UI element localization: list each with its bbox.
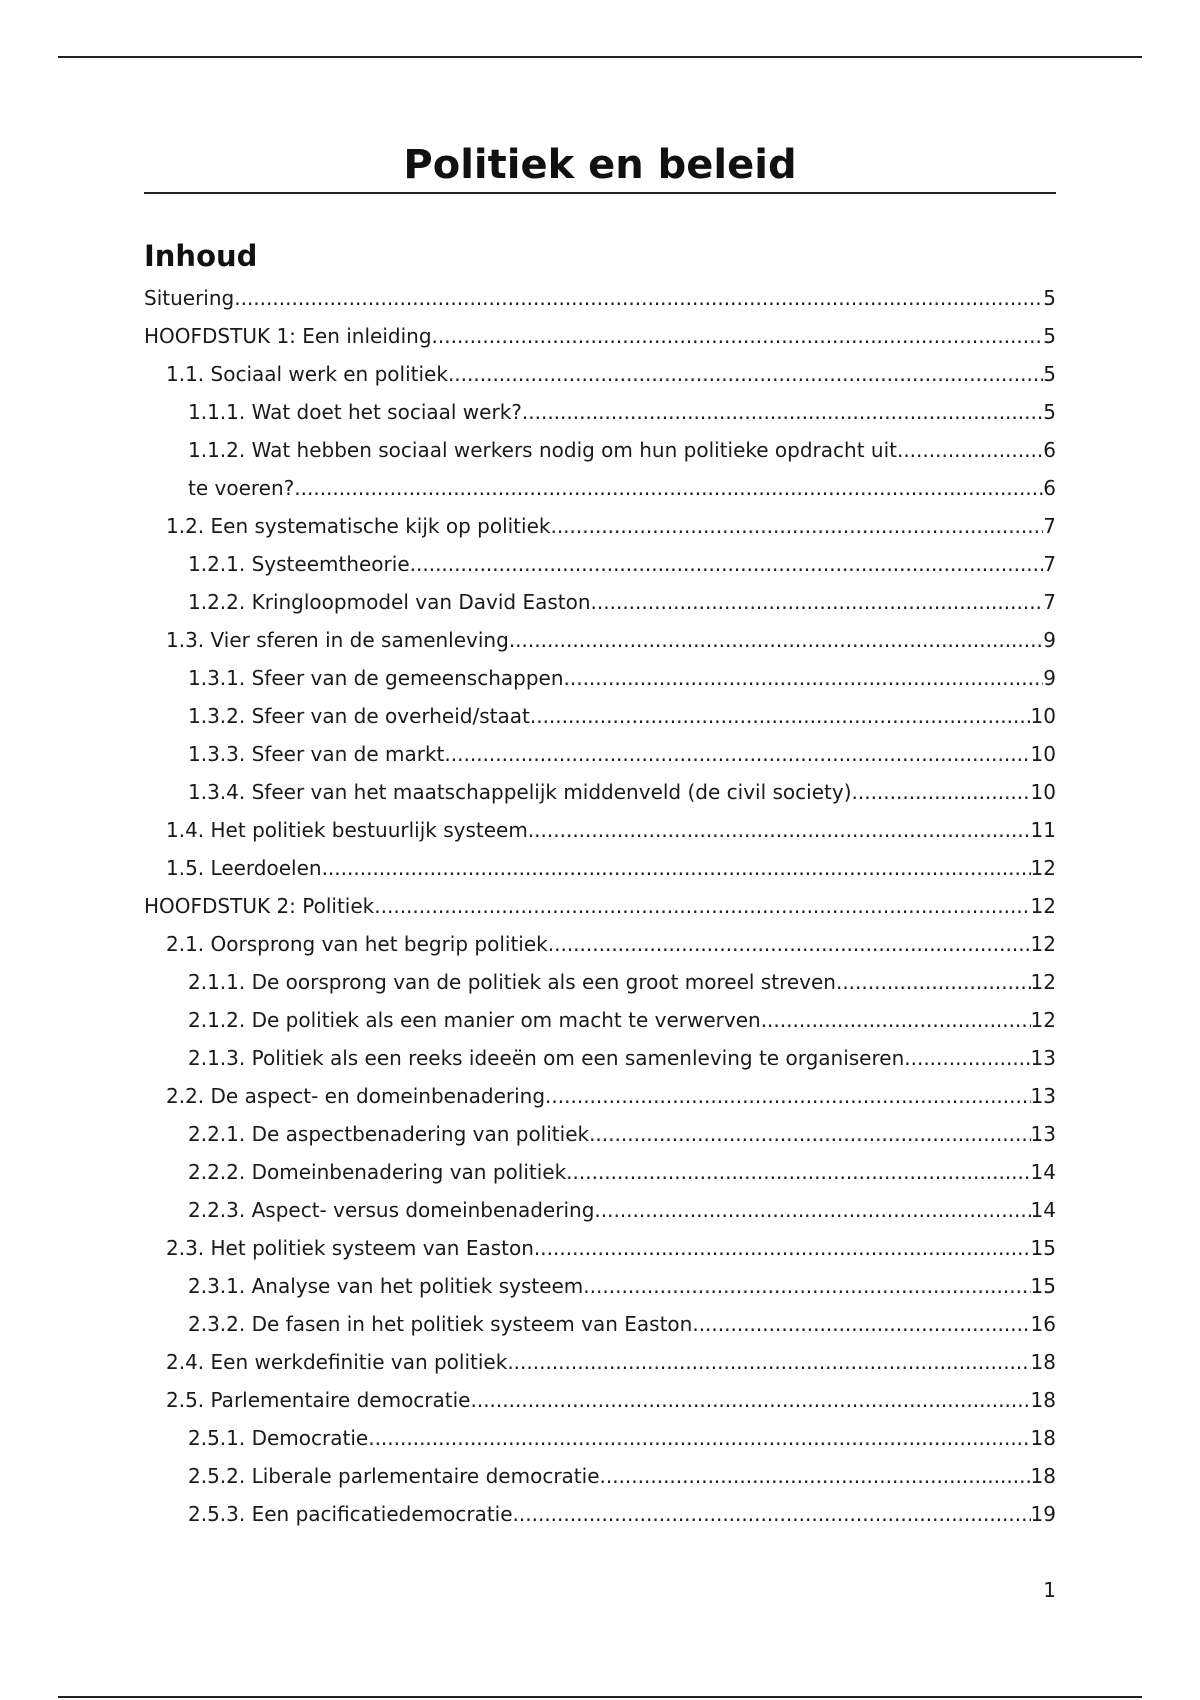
toc-entry-title: 1.2.2. Kringloopmodel van David Easton: [188, 590, 591, 614]
toc-entry-title: 2.5. Parlementaire democratie: [166, 1388, 471, 1412]
toc-entry-page: 5: [1043, 324, 1056, 348]
toc-entry-title: 1.3.2. Sfeer van de overheid/staat: [188, 704, 530, 728]
toc-entry[interactable]: [144, 1305, 1056, 1343]
toc-entry-title: 2.5.3. Een pacificatiedemocratie: [188, 1502, 513, 1526]
toc-entry-page: 13: [1030, 1046, 1056, 1070]
toc-dot-leader: [566, 1153, 1030, 1191]
toc-entry-title: 1.3.4. Sfeer van het maatschappelijk middenveld (de civil society): [188, 780, 852, 804]
toc-dot-leader: [836, 963, 1031, 1001]
toc-entry[interactable]: [144, 393, 1056, 431]
toc-entry-title: 1.1. Sociaal werk en politiek: [166, 362, 448, 386]
toc-entry-page: 7: [1043, 514, 1056, 538]
page-bottom-rule: [58, 1696, 1142, 1698]
toc-entry-page: 18: [1030, 1464, 1056, 1488]
toc-entry-page: 15: [1030, 1274, 1056, 1298]
toc-entry-page: 7: [1043, 552, 1056, 576]
toc-entry[interactable]: [144, 963, 1056, 1001]
toc-dot-leader: [522, 393, 1043, 431]
toc-entry[interactable]: [144, 545, 1056, 583]
toc-entry-page: 10: [1030, 742, 1056, 766]
toc-entry-title: Situering: [144, 286, 235, 310]
toc-dot-leader: [448, 355, 1043, 393]
toc-entry[interactable]: [144, 583, 1056, 621]
toc-entry-page: 12: [1030, 970, 1056, 994]
toc-dot-leader: [234, 279, 1043, 317]
toc-dot-leader: [507, 1343, 1030, 1381]
toc-entry[interactable]: [144, 811, 1056, 849]
toc-entry-title: HOOFDSTUK 1: Een inleiding: [144, 324, 432, 348]
toc-entry[interactable]: [144, 849, 1056, 887]
toc-dot-leader: [761, 1001, 1031, 1039]
toc-entry-page: 6: [1043, 438, 1056, 462]
toc-entry[interactable]: [144, 1457, 1056, 1495]
toc-entry[interactable]: [144, 621, 1056, 659]
toc-entry[interactable]: [144, 1495, 1056, 1533]
toc-entry[interactable]: [144, 1191, 1056, 1229]
toc-entry-page: 12: [1030, 932, 1056, 956]
toc-entry-title: 1.3. Vier sferen in de samenleving: [166, 628, 509, 652]
toc-entry-title: 2.5.2. Liberale parlementaire democratie: [188, 1464, 600, 1488]
toc-entry-title: 2.2.2. Domeinbenadering van politiek: [188, 1160, 567, 1184]
toc-entry-title: 2.1.2. De politiek als een manier om macht te verwerven: [188, 1008, 761, 1032]
toc-entry-title: 2.5.1. Democratie: [188, 1426, 369, 1450]
toc-dot-leader: [583, 1267, 1030, 1305]
toc-entry-page: 18: [1030, 1388, 1056, 1412]
toc-entry-title: 1.1.1. Wat doet het sociaal werk?: [188, 400, 522, 424]
toc-entry-title: 2.4. Een werkdefinitie van politiek: [166, 1350, 508, 1374]
toc-entry[interactable]: [144, 469, 1056, 507]
toc-entry-title: 1.3.1. Sfeer van de gemeenschappen: [188, 666, 564, 690]
toc-entry-page: 5: [1043, 400, 1056, 424]
toc-dot-leader: [470, 1381, 1030, 1419]
toc-entry-page: 11: [1030, 818, 1056, 842]
toc-dot-leader: [550, 507, 1043, 545]
toc-entry-page: 13: [1030, 1084, 1056, 1108]
toc-dot-leader: [600, 1457, 1031, 1495]
toc-dot-leader: [530, 697, 1031, 735]
toc-entry-page: 5: [1043, 362, 1056, 386]
toc-entry-page: 19: [1030, 1502, 1056, 1526]
toc-entry-title: 1.4. Het politiek bestuurlijk systeem: [166, 818, 528, 842]
toc-entry-page: 10: [1030, 704, 1056, 728]
toc-entry-title: 1.2.1. Systeemtheorie: [188, 552, 410, 576]
page-top-rule: [58, 56, 1142, 58]
toc-entry-title: 2.1. Oorsprong van het begrip politiek: [166, 932, 548, 956]
toc-entry-title: 2.1.1. De oorsprong van de politiek als een groot moreel streven: [188, 970, 836, 994]
toc-entry[interactable]: [144, 1039, 1056, 1077]
toc-entry[interactable]: [144, 355, 1056, 393]
toc-dot-leader: [692, 1305, 1030, 1343]
toc-entry[interactable]: [144, 1001, 1056, 1039]
toc-entry-page: 14: [1030, 1198, 1056, 1222]
toc-heading: Inhoud: [144, 239, 258, 273]
toc-dot-leader: [444, 735, 1030, 773]
toc-entry-page: 13: [1030, 1122, 1056, 1146]
toc-dot-leader: [432, 317, 1044, 355]
toc-entry[interactable]: [144, 659, 1056, 697]
toc-entry[interactable]: [144, 697, 1056, 735]
toc-entry[interactable]: [144, 925, 1056, 963]
toc-entry[interactable]: [144, 1343, 1056, 1381]
toc-entry[interactable]: [144, 431, 1056, 469]
document-body: [144, 140, 1056, 1533]
toc-entry-title: 2.3. Het politiek systeem van Easton: [166, 1236, 534, 1260]
page-number: 1: [1043, 1578, 1056, 1602]
toc-entry-title: 1.5. Leerdoelen: [166, 856, 322, 880]
toc-dot-leader: [904, 1039, 1030, 1077]
toc-entry[interactable]: [144, 1419, 1056, 1457]
toc-dot-leader: [548, 925, 1031, 963]
toc-entry-page: 12: [1030, 856, 1056, 880]
toc-entry[interactable]: [144, 507, 1056, 545]
toc-entry-page: 18: [1030, 1350, 1056, 1374]
toc-dot-leader: [322, 849, 1031, 887]
toc-dot-leader: [513, 1495, 1031, 1533]
toc-entry[interactable]: [144, 1153, 1056, 1191]
toc-entry[interactable]: [144, 887, 1056, 925]
toc-entry-page: 16: [1030, 1312, 1056, 1336]
toc-entry[interactable]: [144, 317, 1056, 355]
toc-entry-title: 1.3.3. Sfeer van de markt: [188, 742, 445, 766]
toc-entry-page: 9: [1043, 666, 1056, 690]
toc-dot-leader: [545, 1077, 1031, 1115]
toc-dot-leader: [591, 583, 1044, 621]
toc-entry-page: 7: [1043, 590, 1056, 614]
toc-entry-page: 5: [1043, 286, 1056, 310]
toc-dot-leader: [897, 431, 1043, 469]
toc-entry[interactable]: [144, 279, 1056, 317]
toc-entry[interactable]: [144, 1229, 1056, 1267]
toc-dot-leader: [528, 811, 1031, 849]
toc-entry-title: 2.2. De aspect- en domeinbenadering: [166, 1084, 546, 1108]
toc-entry-page: 12: [1030, 1008, 1056, 1032]
toc-dot-leader: [410, 545, 1044, 583]
toc-entry[interactable]: [144, 1115, 1056, 1153]
toc-entry-title: 2.3.1. Analyse van het politiek systeem: [188, 1274, 584, 1298]
toc-entry-title: te voeren?: [188, 476, 295, 500]
toc-dot-leader: [594, 1191, 1030, 1229]
toc-entry-title: 1.1.2. Wat hebben sociaal werkers nodig om hun politieke opdracht uit: [188, 438, 897, 462]
toc-entry-page: 6: [1043, 476, 1056, 500]
toc-entry-title: 2.1.3. Politiek als een reeks ideeën om een samenleving te organiseren: [188, 1046, 905, 1070]
toc-entry-page: 14: [1030, 1160, 1056, 1184]
toc-dot-leader: [534, 1229, 1031, 1267]
toc-entry-title: HOOFDSTUK 2: Politiek: [144, 894, 375, 918]
toc-entry-title: 1.2. Een systematische kijk op politiek: [166, 514, 551, 538]
toc-dot-leader: [294, 469, 1043, 507]
toc-dot-leader: [509, 621, 1043, 659]
toc-entry-page: 18: [1030, 1426, 1056, 1450]
toc-entry[interactable]: [144, 1381, 1056, 1419]
toc-entry-page: 9: [1043, 628, 1056, 652]
toc-entry-title: 2.2.1. De aspectbenadering van politiek: [188, 1122, 590, 1146]
toc-entry-page: 12: [1030, 894, 1056, 918]
table-of-contents: [144, 279, 1056, 1533]
toc-entry-page: 10: [1030, 780, 1056, 804]
toc-entry-title: 2.2.3. Aspect- versus domeinbenadering: [188, 1198, 595, 1222]
toc-entry-title: 2.3.2. De fasen in het politiek systeem van Easton: [188, 1312, 693, 1336]
toc-dot-leader: [564, 659, 1044, 697]
toc-dot-leader: [589, 1115, 1030, 1153]
toc-dot-leader: [368, 1419, 1030, 1457]
toc-entry[interactable]: [144, 1077, 1056, 1115]
toc-dot-leader: [374, 887, 1030, 925]
toc-entry[interactable]: [144, 773, 1056, 811]
toc-entry[interactable]: [144, 735, 1056, 773]
document-title: Politiek en beleid: [144, 140, 1056, 194]
toc-entry-page: 15: [1030, 1236, 1056, 1260]
toc-dot-leader: [852, 773, 1031, 811]
toc-entry[interactable]: [144, 1267, 1056, 1305]
